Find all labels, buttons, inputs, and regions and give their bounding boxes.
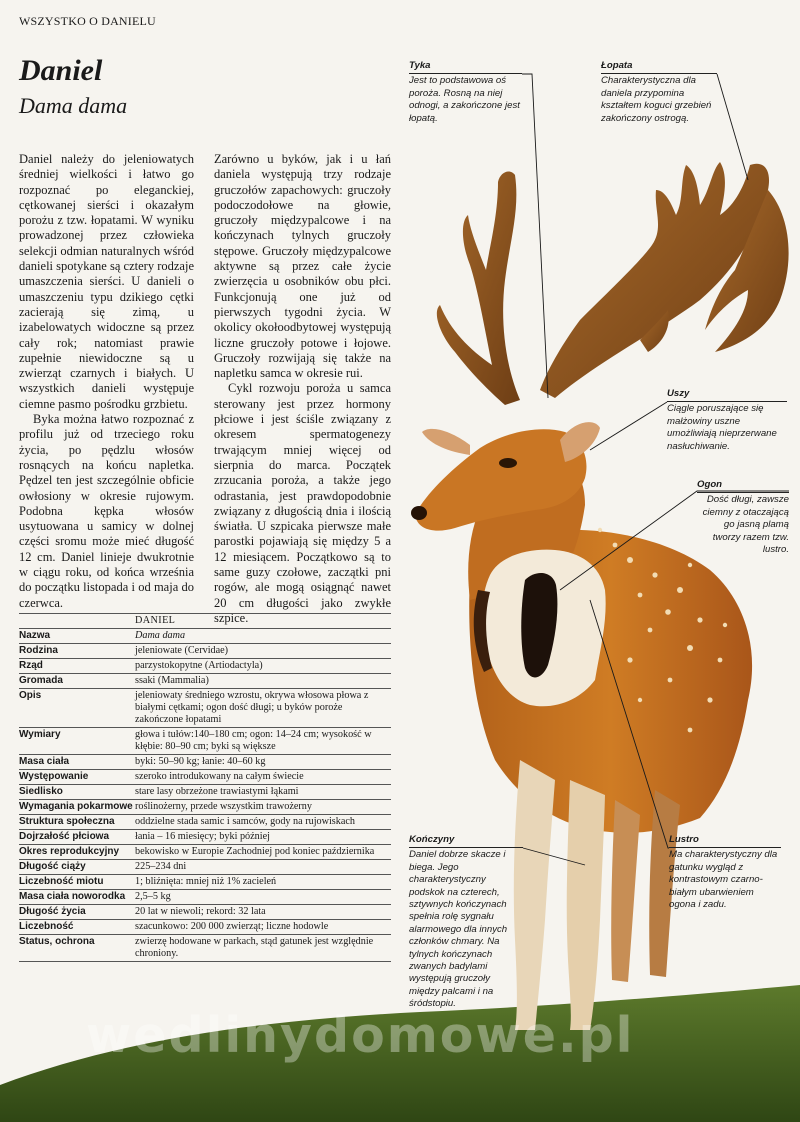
watermark: wedlinydomowe.pl — [86, 1007, 635, 1064]
table-label-cell: Okres reprodukcyjny — [19, 845, 135, 860]
table-label-cell: Dojrzałość płciowa — [19, 830, 135, 845]
table-row — [19, 644, 391, 659]
table-label-cell: Liczebność — [19, 920, 135, 935]
table-label-cell: Rodzina — [19, 644, 135, 659]
antlers — [437, 162, 789, 405]
annotation-heading: Ogon — [697, 479, 789, 493]
table-row — [19, 920, 391, 935]
table-value-cell: zwierzę hodowane w parkach, stąd gatunek jest względnie chroniony. — [135, 935, 391, 962]
annotation-heading: Łopata — [601, 60, 717, 74]
table-row — [19, 860, 391, 875]
annotation-text: Dość długi, zawsze ciemny z otaczającą go jasną plamą tworzy razem tzw. lustro. — [702, 494, 789, 556]
table-label-cell: Długość życia — [19, 905, 135, 920]
table-value-cell: ssaki (Mammalia) — [135, 674, 391, 689]
table-value-cell: szeroko introdukowany na całym świecie — [135, 770, 391, 785]
table-row — [19, 629, 391, 644]
table-value-cell: jeleniowate (Cervidae) — [135, 644, 391, 659]
page-subtitle-latin-name: Dama dama — [19, 93, 128, 118]
table-row — [19, 815, 391, 830]
table-row — [19, 845, 391, 860]
table-value-cell: 225–234 dni — [135, 860, 391, 875]
deer-nose — [411, 506, 427, 520]
table-value-cell: oddzielne stada samic i samców, gody na rujowiskach — [135, 815, 391, 830]
annotation-text: Daniel dobrze skacze i biega. Jego charakterystyczny podskok na czterech, sztywnych kończynach spełnia rolę sygnału alarmowego dla innych członków chmary. Na tylnych kończynach zwanych badylami występują gruczoły między palcami i na śródstopiu. — [409, 849, 508, 1010]
table-row — [19, 674, 391, 689]
table-label-cell: Wymiary — [19, 728, 135, 755]
table-value-cell: jeleniowaty średniego wzrostu, okrywa włosowa płowa z białymi cętkami; ogon dość długi; u byków poroże zakończone łopatami — [135, 689, 391, 728]
fact-sheet-table — [19, 613, 391, 962]
running-head: WSZYSTKO O DANIELU — [19, 14, 156, 28]
table-row — [19, 728, 391, 755]
table-value-cell: 2,5–5 kg — [135, 890, 391, 905]
table-label-cell: Masa ciała noworodka — [19, 890, 135, 905]
annotation-heading: Kończyny — [409, 834, 523, 848]
annotation-text: Charakterystyczna dla daniela przypomina kształtem koguci grzebień zakończony ostrogą. — [601, 75, 712, 124]
annotation-heading: Lustro — [669, 834, 781, 848]
table-row — [19, 800, 391, 815]
body-column-1 — [19, 152, 194, 611]
table-row — [19, 755, 391, 770]
paragraph: Byka można łatwo rozpoznać z profilu już od trzeciego roku życia, po pędzlu włosów rosnących na końcu napletka. Pędzel ten jest szczególnie obficie owłosiony w okresie rujowym. Podobna kępka włosów usytuowana u samicy w dolnej części sromu może mieć długość 12 cm. Daniel linieje dwukrotnie w ciągu roku, od końca września do początku listopada i od maja do czerwca. — [19, 412, 194, 610]
deer-ear-left — [422, 429, 470, 455]
table-value-cell: Dama dama — [135, 629, 391, 644]
table-value-cell: szacunkowo: 200 000 zwierząt; liczne hodowle — [135, 920, 391, 935]
table-value-cell: bekowisko w Europie Zachodniej pod koniec października — [135, 845, 391, 860]
table-label-cell: Wymagania pokarmowe — [19, 800, 135, 815]
table-row — [19, 890, 391, 905]
table-label-cell: Długość ciąży — [19, 860, 135, 875]
paragraph: Daniel należy do jeleniowatych średniej wielkości i łatwo go rozpoznać po eleganckiej, cętkowanej sierści i okazałym porożu z tzw. łopatami. W wyniku prowadzonej przez człowieka selekcji odmian naturalnych wśród danieli spotykane są cztery rodzaje umaszczenia sierści. U danieli o umaszczeniu typu dzikiego cętki zacierają się zimą, u izabelowatych widoczne są przez cały rok; natomiast prawie zupełnie niewidoczne są u zwierząt czarnych i białych. U wszystkich danieli występuje ciemne pasmo pośrodku grzbietu. — [19, 152, 194, 411]
annotation-uszy — [667, 388, 787, 453]
table-value-cell: 20 lat w niewoli; rekord: 32 lata — [135, 905, 391, 920]
body-column-2 — [214, 152, 391, 626]
deer-eye — [499, 458, 517, 468]
table-row — [19, 770, 391, 785]
table-label-cell — [19, 614, 135, 629]
table-value-cell: parzystokopytne (Artiodactyla) — [135, 659, 391, 674]
table-value-cell: łania – 16 miesięcy; byki później — [135, 830, 391, 845]
table-row — [19, 830, 391, 845]
annotation-text: Jest to podstawowa oś poroża. Rosną na niej odnogi, a zakończone jest łopatą. — [409, 75, 520, 124]
annotation-text: Ciągle poruszające się małżowiny uszne umożliwiają nieprzerwane nasłuchiwanie. — [667, 403, 777, 452]
table-value-cell: głowa i tułów:140–180 cm; ogon: 14–24 cm; wysokość w kłębie: 80–90 cm; byki są większe — [135, 728, 391, 755]
table-header-value: DANIEL — [135, 614, 391, 629]
annotation-heading: Uszy — [667, 388, 787, 402]
table-row — [19, 905, 391, 920]
table-label-cell: Status, ochrona — [19, 935, 135, 962]
table-row — [19, 614, 391, 629]
table-label-cell: Występowanie — [19, 770, 135, 785]
annotation-tyka — [409, 60, 522, 125]
table-row — [19, 659, 391, 674]
table-label-cell: Masa ciała — [19, 755, 135, 770]
annotation-text: Ma charakterystyczny dla gatunku wygląd z kontrastowym czarno-białym ubarwieniem ogona i zadu. — [669, 849, 778, 911]
table-value-cell: 1; bliźnięta: mniej niż 1% zacieleń — [135, 875, 391, 890]
table-row — [19, 689, 391, 728]
table-value-cell: roślinożerny, przede wszystkim trawożerny — [135, 800, 391, 815]
table-label-cell: Opis — [19, 689, 135, 728]
table-label-cell: Struktura społeczna — [19, 815, 135, 830]
table-value-cell: byki: 50–90 kg; łanie: 40–60 kg — [135, 755, 391, 770]
table-label-cell: Nazwa — [19, 629, 135, 644]
table-row — [19, 875, 391, 890]
table-row — [19, 935, 391, 962]
annotation-lustro — [669, 834, 781, 911]
annotation-konczyny — [409, 834, 523, 1011]
page-title: Daniel — [19, 54, 103, 87]
table-label-cell: Siedlisko — [19, 785, 135, 800]
annotation-ogon — [697, 479, 789, 556]
table-row — [19, 785, 391, 800]
deer-legs — [514, 760, 680, 1030]
table-value-cell: stare lasy obrzeżone trawiastymi łąkami — [135, 785, 391, 800]
table-label-cell: Liczebność miotu — [19, 875, 135, 890]
paragraph: Zarówno u byków, jak i u łań daniela występują trzy rodzaje gruczołów zapachowych: gruczoły podoczodołowe na głowie, gruczoły międzypalcowe i na kończynach tylnych gruczoły stępowe. Gruczoły międzypalcowe aktywne są przez całe życie zwierzęcia u osobników obu płci. Funkcjonują one już od pierwszych tygodni życia. W okolicy okołoodbytowej występują liczne gruczoły potowe i łojowe. Gruczoły rozwijają się także na napletku samca w okresie rui. — [214, 152, 391, 381]
annotation-lopata — [601, 60, 717, 125]
table-label-cell: Rząd — [19, 659, 135, 674]
paragraph: Cykl rozwoju poroża u samca sterowany jest przez hormony płciowe i jest ściśle związany z okresem spermatogenezy trwającym mniej więcej od sierpnia do marca. Początek zrzucania poroża, a także jego odrastania, jest prawdopodobnie związany z długością dnia i ilością światła. U szpicaka pierwsze małe parostki pojawiają się między 5 a 12 miesiącem. Początkowo są to same guzy czołowe, zaczątki pni rogów, ale mogą osiągnąć nawet 20 cm długości jako zwykłe szpice. — [214, 381, 391, 625]
table-label-cell: Gromada — [19, 674, 135, 689]
annotation-heading: Tyka — [409, 60, 522, 74]
